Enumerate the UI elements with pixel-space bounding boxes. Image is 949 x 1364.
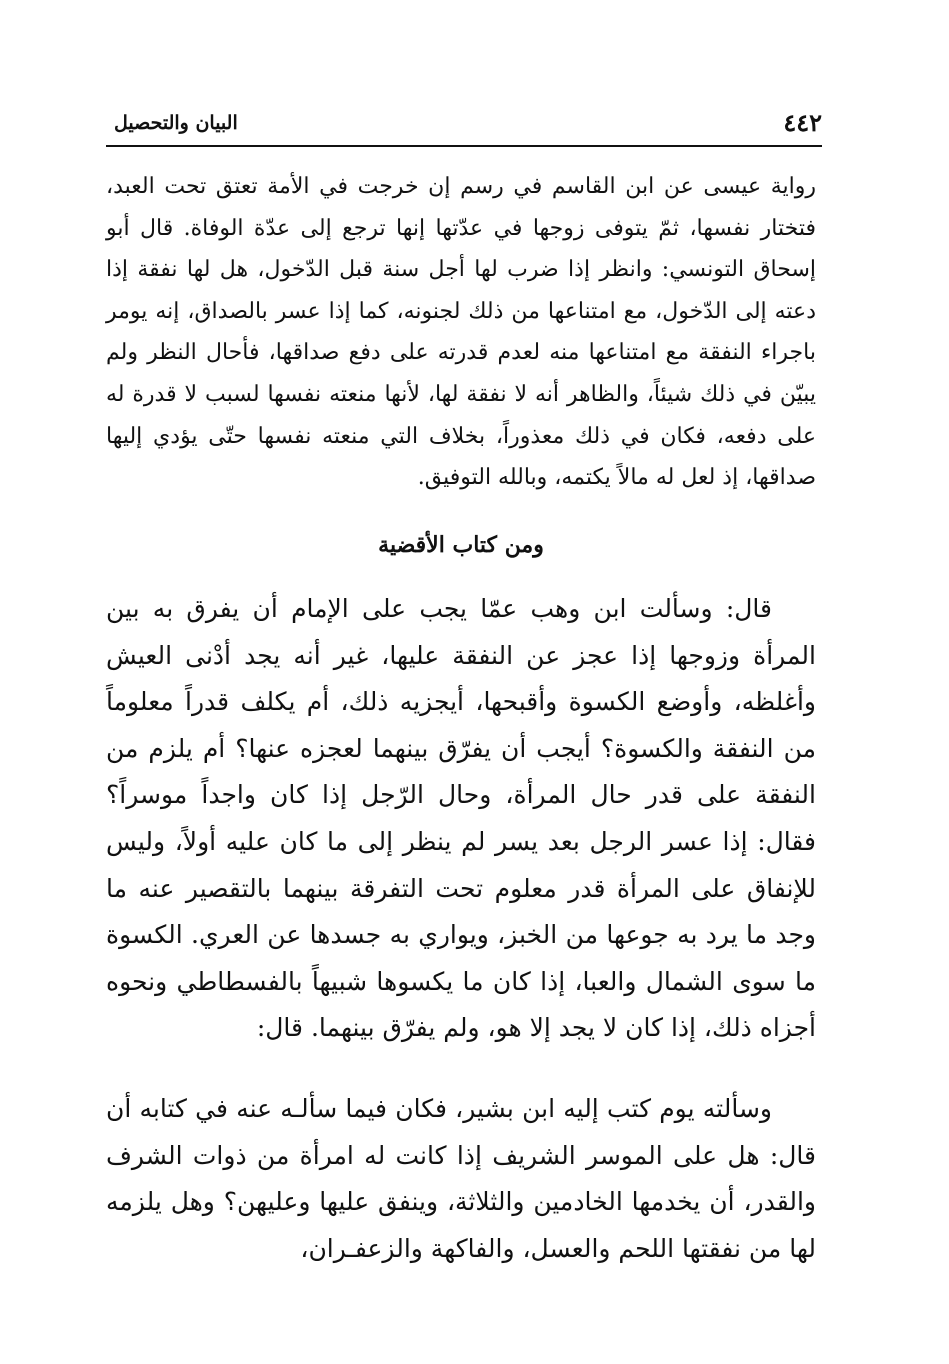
header-rule bbox=[106, 145, 822, 147]
paragraph-3: وسألته يوم كتب إليه ابن بشير، فكان فيما سألـه عنه في كتابه أن قال: هل على الموسر الشريف إذا كانت له امرأة من ذوات الشرف والقدر، أن يخدمها الخادمين والثلاثة، وينفق عليها وعليهن؟ وهل يلزمه لها من نفقتها اللحم والعسل، والفاكهة والزعفـران، bbox=[106, 1094, 816, 1263]
page-number: ٤٤٢ bbox=[783, 108, 822, 137]
paragraph-2: قال: وسألت ابن وهب عمّا يجب على الإمام أن يفرق به بين المرأة وزوجها إذا عجز عن النفقة عليها، غير أنه يجد أدْنى العيش وأغلظه، وأوضع الكسوة وأقبحها، أيجزيه ذلك، أم يكلف قدراً معلوماً من النفقة والكسوة؟ أيجب أن يفرّق بينهما لعجزه عنها؟ أم يلزم من النفقة على قدر حال المرأة، وحال الرّجل إذا كان واجداً موسراً؟ فقال: إذا عسر الرجل بعد يسر لم ينظر إلى ما كان عليه أولاً، وليس للإنفاق على المرأة قدر معلوم تحت التفرقة بينهما بالتقصير عنه ما وجد ما يرد به جوعها من الخبز، ويواري به جسدها عن العري. الكسوة ما سوى الشمال والعبا، إذا كان ما يكسوها شبيهاً بالفسطاطي ونحوه أجزاه ذلك، إذا كان لا يجد إلا هو، ولم يفرّق بينهما. قال: bbox=[106, 594, 816, 1043]
section-heading: ومن كتاب الأقضية bbox=[378, 532, 544, 558]
paragraph-1: رواية عيسى عن ابن القاسم في رسم إن خرجت في الأمة تعتق تحت العبد، فتختار نفسها، ثمّ يتوفى زوجها في عدّتها إنها ترجع إلى عدّة الوفاة. قال أبو إسحاق التونسي: وانظر إذا ضرب لها أجل سنة قبل الدّخول، هل لها نفقة إذا دعته إلى الدّخول، مع امتناعها من ذلك لجنونه، كما إذا عسر بالصداق، إنه يومر باجراء النفقة مع امتناعها منه لعدم قدرته على دفع صداقها، فأحال النظر ولم يبيّن في ذلك شيئاً، والظاهر أنه لا نفقة لها، لأنها منعته نفسها لسبب لا قدرة له على دفعه، فكان في ذلك معذوراً، بخلاف التي منعته نفسها حتّى يؤدي إليها صداقها، إذ لعل له مالاً يكتمه، وبالله التوفيق. bbox=[106, 174, 816, 491]
page-header bbox=[106, 108, 822, 142]
running-title: البيان والتحصيل bbox=[114, 112, 238, 134]
